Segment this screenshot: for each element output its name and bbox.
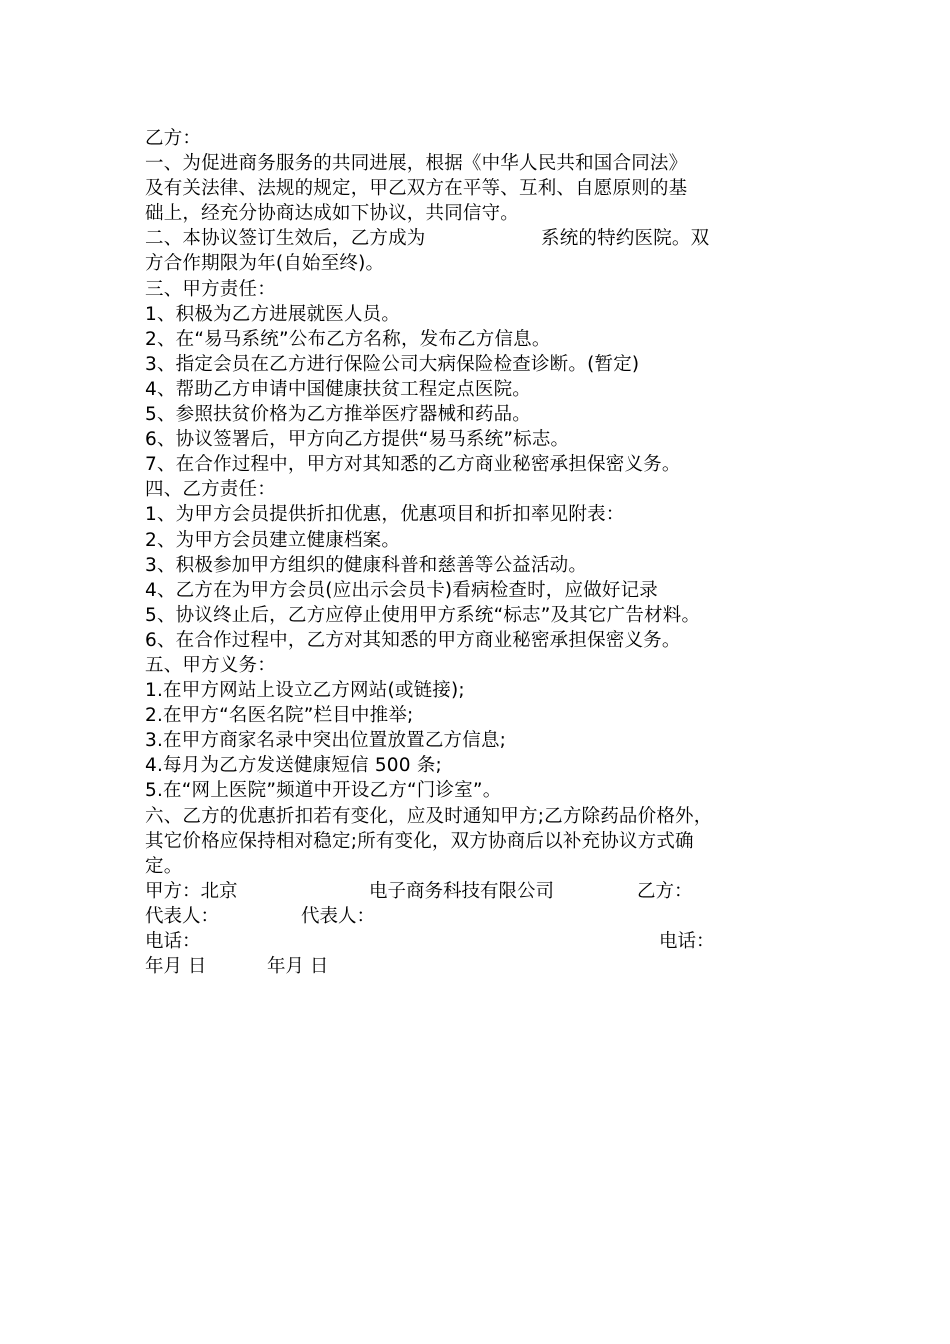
signature-row-dates xyxy=(145,954,815,979)
text-line: 1、积极为乙方进展就医人员。 xyxy=(145,303,401,325)
text-line: 六、乙方的优惠折扣若有变化，应及时通知甲方;乙方除药品价格外， xyxy=(145,805,713,827)
text-line: 定。 xyxy=(145,855,183,877)
signature-row-representatives xyxy=(145,904,815,929)
text-line: 1.在甲方网站上设立乙方网站(或链接); xyxy=(145,680,465,702)
date-a: 年月 日 xyxy=(145,956,207,978)
text-line: 4.每月为乙方发送健康短信 500 条; xyxy=(145,755,442,777)
text-line: 2、在“易马系统”公布乙方名称，发布乙方信息。 xyxy=(145,328,551,350)
text-line: 四、乙方责任： xyxy=(145,479,276,501)
rep-a-label: 代表人： xyxy=(145,905,220,927)
text-line: 5、参照扶贫价格为乙方推举医疗器械和药品。 xyxy=(145,404,531,426)
document-body xyxy=(145,126,815,979)
text-line: 3、积极参加甲方组织的健康科普和慈善等公益活动。 xyxy=(145,554,588,576)
party-a-company: 电子商务科技有限公司 xyxy=(369,880,555,902)
text-line: 方合作期限为年(自始至终)。 xyxy=(145,253,385,275)
text-line: 二、本协议签订生效后，乙方成为 系统的特约医院。双 xyxy=(145,228,710,250)
text-line: 2.在甲方“名医名院”栏目中推举; xyxy=(145,705,414,727)
text-line: 5.在“网上医院”频道中开设乙方“门诊室”。 xyxy=(145,780,502,802)
text-line: 其它价格应保持相对稳定;所有变化，双方协商后以补充协议方式确 xyxy=(145,830,694,852)
signature-row-phones xyxy=(145,929,815,954)
text-line: 3.在甲方商家名录中突出位置放置乙方信息; xyxy=(145,730,507,752)
signature-row-parties xyxy=(145,879,815,904)
text-line: 6、协议签署后，甲方向乙方提供“易马系统”标志。 xyxy=(145,429,570,451)
text-line: 3、指定会员在乙方进行保险公司大病保险检查诊断。(暂定) xyxy=(145,353,640,375)
rep-b-label: 代表人： xyxy=(301,905,376,927)
text-line: 乙方： xyxy=(145,128,202,149)
phone-b-label: 电话： xyxy=(659,931,715,952)
text-line: 1、为甲方会员提供折扣优惠，优惠项目和折扣率见附表： xyxy=(145,504,625,526)
party-a-label: 甲方：北京 xyxy=(145,880,238,902)
party-b-label: 乙方： xyxy=(637,880,693,902)
text-line: 4、乙方在为甲方会员(应出示会员卡)看病检查时，应做好记录 xyxy=(145,579,659,601)
text-line: 础上，经充分协商达成如下协议，共同信守。 xyxy=(145,203,520,225)
text-line: 4、帮助乙方申请中国健康扶贫工程定点医院。 xyxy=(145,378,531,400)
text-line: 7、在合作过程中，甲方对其知悉的乙方商业秘密承担保密义务。 xyxy=(145,454,681,476)
phone-a-label: 电话： xyxy=(145,931,201,952)
date-b: 年月 日 xyxy=(267,956,329,978)
text-line: 五、甲方义务： xyxy=(145,654,276,676)
text-line: 及有关法律、法规的规定，甲乙双方在平等、互利、自愿原则的基 xyxy=(145,178,688,200)
text-line: 三、甲方责任： xyxy=(145,278,276,300)
text-line: 5、协议终止后，乙方应停止使用甲方系统“标志”及其它广告材料。 xyxy=(145,604,701,626)
text-line: 一、为促进商务服务的共同进展，根据《中华人民共和国合同法》 xyxy=(145,153,688,175)
text-line: 2、为甲方会员建立健康档案。 xyxy=(145,529,401,551)
text-line: 6、在合作过程中，乙方对其知悉的甲方商业秘密承担保密义务。 xyxy=(145,629,681,651)
